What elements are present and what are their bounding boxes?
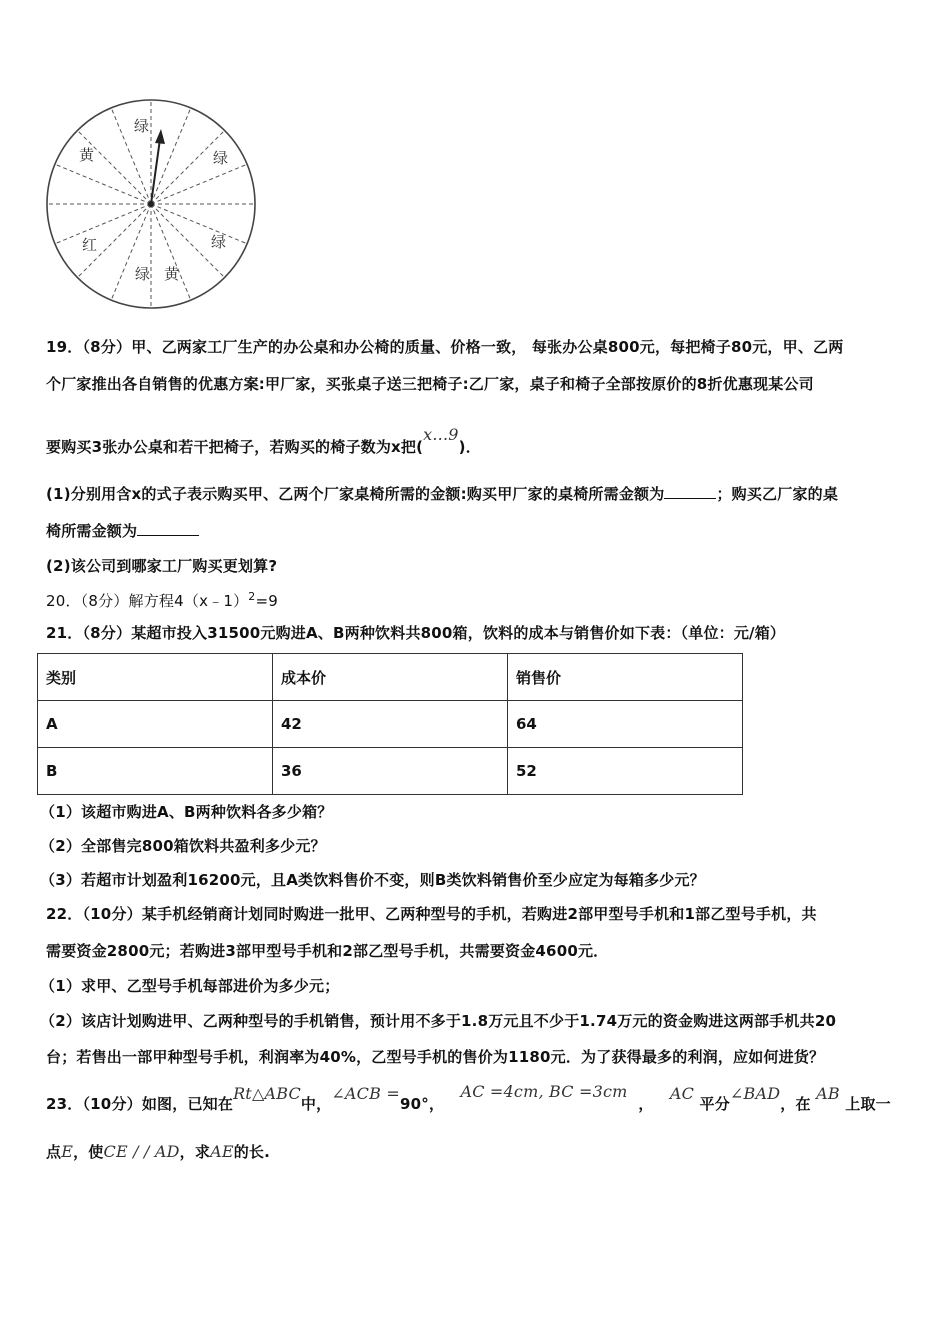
q20-text: 20．（8分）解方程4（x﹣1）	[46, 592, 249, 610]
table-cell: 64	[508, 701, 743, 748]
table-cell: 42	[273, 701, 508, 748]
q21-sub3: （3）若超市计划盈利16200元，且A类饮料售价不变，则B类饮料销售价至少应定为每箱多少元？	[40, 871, 705, 889]
spinner-pivot	[148, 201, 154, 207]
q23-math: E	[61, 1142, 74, 1161]
spinner-figure	[44, 97, 258, 311]
answer-blank-yi[interactable]	[137, 521, 199, 536]
q23-text: 90°，	[399, 1095, 445, 1113]
q23-text: ，使	[73, 1143, 104, 1161]
q19-part1-text-b: ；购买乙厂家的桌	[716, 485, 839, 503]
arrow-head-icon	[155, 129, 165, 144]
q19-line3-text: 要购买3张办公桌和若干把椅子，若购买的椅子数为x把(	[46, 438, 424, 456]
q23-line2	[46, 1141, 270, 1162]
q23-text: 中，	[300, 1095, 332, 1113]
table-header-cell: 销售价	[508, 654, 743, 701]
spinner-divider	[78, 131, 151, 204]
q19-part1-cont	[46, 520, 199, 541]
q22-sub2a: （2）该店计划购进甲、乙两种型号的手机销售，预计用不多于1.8万元且不少于1.74万元的资金购进这两部手机共20	[40, 1012, 837, 1030]
q20-tail: =9	[255, 592, 279, 610]
q23-math: AE	[210, 1142, 234, 1161]
q22-sub1: （1）求甲、乙型号手机每部进价为多少元；	[40, 977, 340, 995]
table-row	[38, 701, 743, 748]
q19-part1	[46, 483, 838, 504]
q23-text: ，	[638, 1095, 654, 1113]
q23-text: 平分	[699, 1095, 730, 1113]
q19-line3	[46, 425, 481, 457]
table-header-row	[38, 654, 743, 701]
q19-part2: (2)该公司到哪家工厂购买更划算?	[46, 557, 278, 575]
q21-sub2: （2）全部售完800箱饮料共盈利多少元？	[40, 837, 326, 855]
q23-text: 点	[46, 1143, 62, 1161]
spinner-label: 绿	[213, 149, 229, 167]
spinner-label: 黄	[79, 146, 95, 164]
q23-text: 23．（10分）如图，已知在	[46, 1095, 234, 1113]
spinner-labels	[79, 117, 228, 283]
q22-sub2b: 台；若售出一部甲种型号手机，利润率为40%，乙型号手机的售价为1180元．为了获得最多的利润，应如何进货？	[46, 1048, 825, 1066]
table-header-cell: 类别	[38, 654, 273, 701]
q23-math: Rt△ABC	[233, 1084, 301, 1103]
spinner-label: 红	[82, 236, 98, 254]
table-row	[38, 748, 743, 795]
q19-part1-text: (1)分别用含x的式子表示购买甲、乙两个厂家桌椅所需的金额:购买甲厂家的桌椅所需金额为	[46, 485, 665, 503]
table-header-cell: 成本价	[273, 654, 508, 701]
table-cell: A	[38, 701, 273, 748]
q21-sub1: （1）该超市购进A、B两种饮料各多少箱？	[40, 803, 333, 821]
spinner-label: 黄	[164, 265, 180, 283]
answer-blank-jia[interactable]	[664, 484, 716, 499]
spinner-label: 绿	[211, 233, 227, 251]
q23-math: AC	[669, 1084, 695, 1103]
q22-line2: 需要资金2800元；若购进3部甲型号手机和2部乙型号手机，共需要资金4600元．	[46, 942, 609, 960]
q20-exponent: 2	[248, 590, 256, 603]
q20	[46, 590, 278, 611]
cost-price-table	[37, 653, 743, 795]
q23-text: 上取一	[845, 1095, 891, 1113]
q19-line3-end: )．	[458, 438, 481, 456]
spinner-label: 绿	[135, 265, 151, 283]
q22-line1: 22．（10分）某手机经销商计划同时购进一批甲、乙两种型号的手机，若购进2部甲型号手机和1部乙型号手机，共	[46, 905, 817, 923]
q19-part1-text-c: 椅所需金额为	[46, 522, 138, 540]
table-cell: 52	[508, 748, 743, 795]
q23-math: AB	[816, 1084, 840, 1103]
q23-text: ，求	[179, 1143, 211, 1161]
q21-intro: 21．（8分）某超市投入31500元购进A、B两种饮料共800箱，饮料的成本与销售价如下表：（单位：元/箱）	[46, 624, 786, 642]
spinner-label: 绿	[134, 117, 150, 135]
table-cell: 36	[273, 748, 508, 795]
q19-chair-math: x...9	[423, 425, 459, 444]
table-cell: B	[38, 748, 273, 795]
q19-line1: 19．（8分）甲、乙两家工厂生产的办公桌和办公椅的质量、价格一致， 每张办公桌800元，每把椅子80元，甲、乙两	[46, 338, 844, 356]
q23-math: AC =4cm, BC =3cm	[460, 1082, 628, 1101]
q19-line2: 个厂家推出各自销售的优惠方案:甲厂家，买张桌子送三把椅子:乙厂家，桌子和椅子全部按原价的8折优惠现某公司	[46, 375, 814, 393]
q23-math: ∠ACB =	[331, 1084, 400, 1103]
q23-text: 的长.	[233, 1143, 271, 1161]
q23-text: ，在	[780, 1095, 811, 1113]
q23-math: CE / / AD	[103, 1142, 180, 1161]
q23-line1	[46, 1082, 891, 1114]
q23-math: ∠BAD	[729, 1084, 781, 1103]
